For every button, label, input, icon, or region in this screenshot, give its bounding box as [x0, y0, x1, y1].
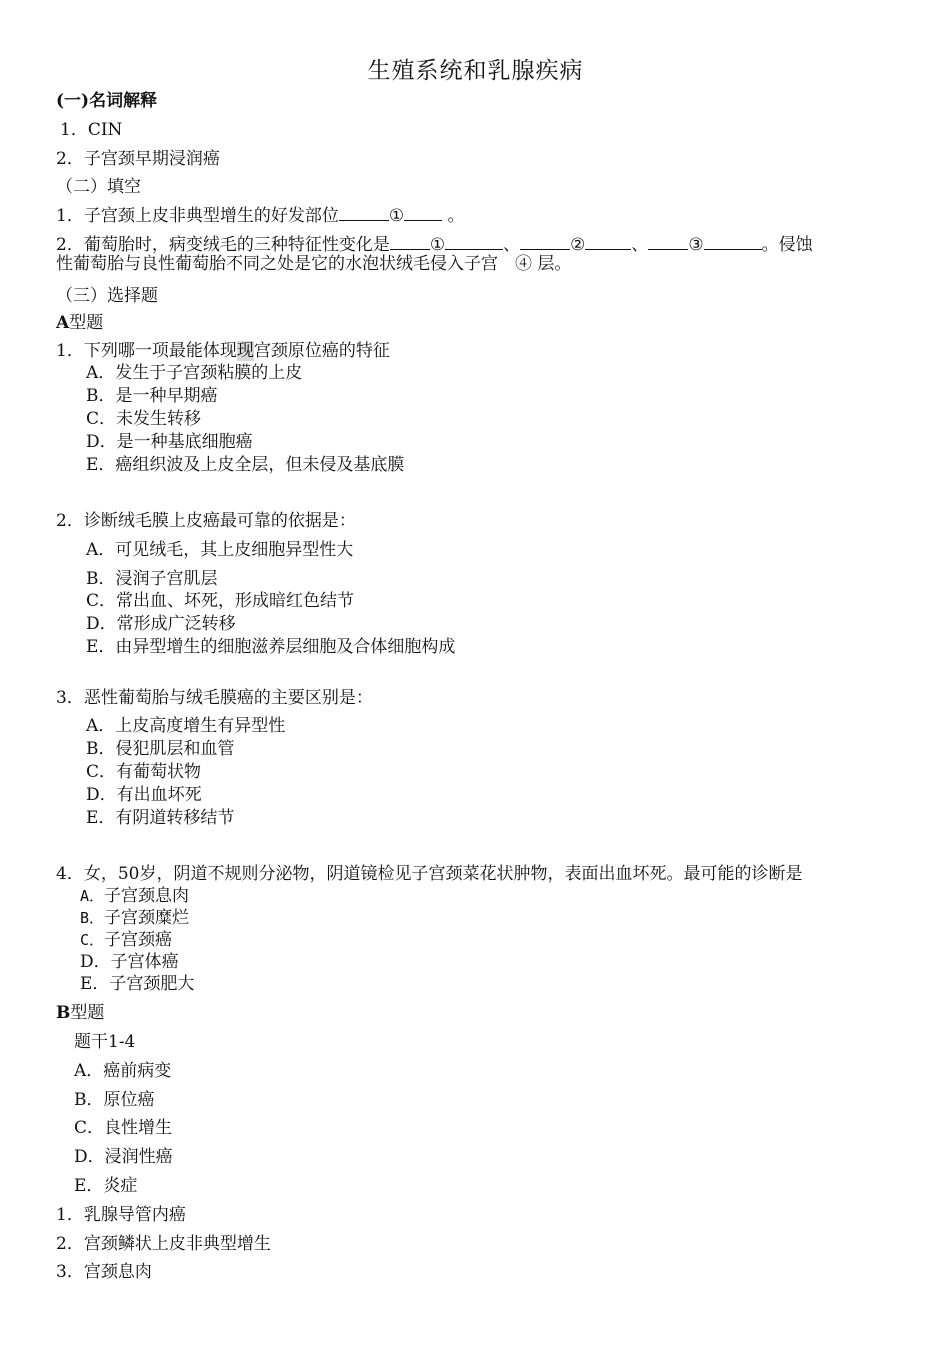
- type-b-option: C．良性增生: [74, 1118, 173, 1138]
- type-b-option: E．炎症: [74, 1176, 138, 1196]
- highlight: 现: [236, 341, 254, 361]
- question-1-option: D．是一种基底细胞癌: [86, 432, 253, 452]
- type-a-heading: A型题: [56, 313, 104, 333]
- question-2-option: A．可见绒毛，其上皮细胞异型性大: [86, 540, 354, 560]
- section-1-item: 2．子宫颈早期浸润癌: [56, 149, 220, 169]
- question-4-option: E．子宫颈肥大: [80, 974, 195, 994]
- question-1-stem: 1．下列哪一项最能体现现宫颈原位癌的特征: [56, 341, 390, 361]
- question-1-option: C．未发生转移: [86, 409, 202, 429]
- type-b-option: D．浸润性癌: [74, 1147, 173, 1167]
- section-1-item: 1．CIN: [60, 120, 123, 140]
- question-1-option: B．是一种早期癌: [86, 386, 218, 406]
- fill-question-2-cont: 性葡萄胎与良性葡萄胎不同之处是它的水泡状绒毛侵入子宫 ④ 层。: [56, 254, 572, 274]
- question-3-option: B．侵犯肌层和血管: [86, 739, 235, 759]
- question-2-option: D．常形成广泛转移: [86, 614, 236, 634]
- question-4-option: A．子宫颈息肉: [80, 886, 190, 906]
- question-4-option: D．子宫体癌: [80, 952, 179, 972]
- section-1-heading: (一)名词解释: [56, 91, 158, 111]
- type-b-heading: B型题: [56, 1003, 105, 1023]
- question-2-option: C．常出血、坏死，形成暗红色结节: [86, 591, 355, 611]
- question-4-stem: 4．女，50岁，阴道不规则分泌物，阴道镜检见子宫颈菜花状肿物，表面出血坏死。最可能的诊断是: [56, 864, 803, 884]
- question-3-option: A．上皮高度增生有异型性: [86, 716, 286, 736]
- type-b-option: B．原位癌: [74, 1090, 155, 1110]
- question-2-option: B．浸润子宫肌层: [86, 569, 218, 589]
- section-2-heading: （二）填空: [56, 177, 141, 197]
- question-3-option: D．有出血坏死: [86, 785, 202, 805]
- question-1-option: A．发生于子宫颈粘膜的上皮: [86, 363, 303, 383]
- section-3-heading: （三）选择题: [56, 286, 158, 306]
- type-b-item: 1．乳腺导管内癌: [56, 1205, 186, 1225]
- question-1-option: E．癌组织波及上皮全层，但未侵及基底膜: [86, 455, 405, 475]
- question-3-option: C．有葡萄状物: [86, 762, 202, 782]
- question-4-option: B．子宫颈糜烂: [80, 908, 190, 928]
- fill-question-2: 2．葡萄胎时，病变绒毛的三种特征性变化是 ① 、 ② 、 ③ 。侵蚀: [56, 235, 813, 255]
- question-3-stem: 3．恶性葡萄胎与绒毛膜癌的主要区别是：: [56, 688, 373, 708]
- question-4-option: C．子宫颈癌: [80, 930, 173, 950]
- question-3-option: E．有阴道转移结节: [86, 808, 235, 828]
- fill-question-1: 1．子宫颈上皮非典型增生的好发部位 ① 。: [56, 206, 465, 226]
- question-2-option: E．由异型增生的细胞滋养层细胞及合体细胞构成: [86, 637, 456, 657]
- type-b-item: 3．宫颈息肉: [56, 1262, 152, 1282]
- page-title: 生殖系统和乳腺疾病: [367, 58, 584, 84]
- type-b-stem: 题干1-4: [74, 1032, 136, 1052]
- type-b-item: 2．宫颈鳞状上皮非典型增生: [56, 1234, 271, 1254]
- question-2-stem: 2．诊断绒毛膜上皮癌最可靠的依据是：: [56, 511, 356, 531]
- type-b-option: A．癌前病变: [74, 1061, 172, 1081]
